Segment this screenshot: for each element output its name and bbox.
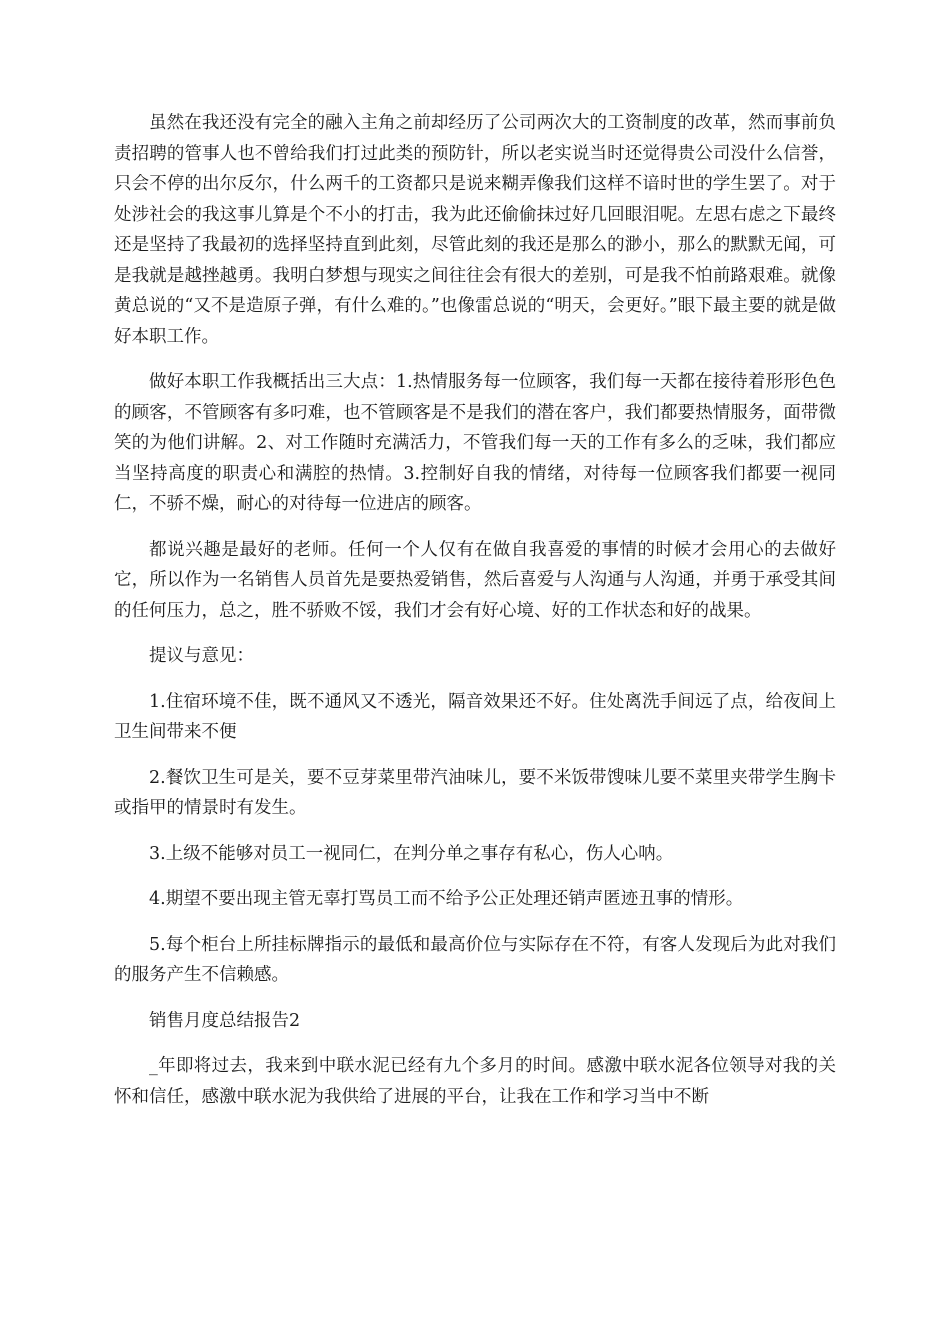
suggestion-item-4: 4.期望不要出现主管无辜打骂员工而不给予公正处理还销声匿迹丑事的情形。 <box>149 889 744 909</box>
suggestion-item-3: 3.上级不能够对员工一视同仁，在判分单之事存有私心，伤人心呐。 <box>149 843 674 864</box>
paragraph-interest: 都说兴趣是最好的老师。任何一个人仅有在做自我喜爱的事情的时候才会用心的去做好它，所以作为一名销售人员首先是要热爱销售，然后喜爱与人沟通与人沟通，并勇于承受其间的任何压力，总之，胜不骄败不馁，我们才会有好心境、好的工作状态和好的战果。 <box>114 539 836 621</box>
heading-suggestions: 提议与意见： <box>149 646 254 666</box>
suggestion-item-1: 1.住宿环境不佳，既不通风又不透光，隔音效果还不好。住处离洗手间远了点，给夜间上卫生间带来不便 <box>114 691 836 742</box>
suggestion-item-5: 5.每个柜台上所挂标牌指示的最低和最高价位与实际存在不符，有客人发现后为此对我们的服务产生不信赖感。 <box>114 934 836 985</box>
suggestion-item-2: 2.餐饮卫生可是关，要不豆芽菜里带汽油味儿，要不米饭带馊味儿要不菜里夹带学生胸卡或指甲的情景时有发生。 <box>114 767 836 818</box>
section-title-report-2: 销售月度总结报告2 <box>149 1010 301 1031</box>
paragraph-report-2-intro: _年即将过去，我来到中联水泥已经有九个多月的时间。感激中联水泥各位领导对我的关怀和信任，感激中联水泥为我供给了进展的平台，让我在工作和学习当中不断 <box>114 1056 836 1107</box>
paragraph-three-points: 做好本职工作我概括出三大点：1.热情服务每一位顾客，我们每一天都在接待着形形色色的顾客，不管顾客有多叼难，也不管顾客是不是我们的潜在客户，我们都要热情服务，面带微笑的为他们讲解。2、对工作随时充满活力，不管我们每一天的工作有多么的乏味，我们都应当坚持高度的职责心和满腔的热情。3.控制好自我的情绪，对待每一位顾客我们都要一视同仁，不骄不燥，耐心的对待每一位进店的顾客。 <box>114 372 836 514</box>
paragraph-salary-reform: 虽然在我还没有完全的融入主角之前却经历了公司两次大的工资制度的改革，然而事前负责招聘的管事人也不曾给我们打过此类的预防针，所以老实说当时还觉得贵公司没什么信誉，只会不停的出尔反尔，什么两千的工资都只是说来糊弄像我们这样不谙时世的学生罢了。对于处涉社会的我这事儿算是个不小的打击，我为此还偷偷抹过好几回眼泪呢。左思右虑之下最终还是坚持了我最初的选择坚持直到此刻，尽管此刻的我还是那么的渺小，那么的默默无闻，可是我就是越挫越勇。我明白梦想与现实之间往往会有很大的差别，可是我不怕前路艰难。就像黄总说的“又不是造原子弹，有什么难的。”也像雷总说的“明天，会更好。”眼下最主要的就是做好本职工作。 <box>114 113 836 347</box>
document-body <box>114 108 836 1127</box>
